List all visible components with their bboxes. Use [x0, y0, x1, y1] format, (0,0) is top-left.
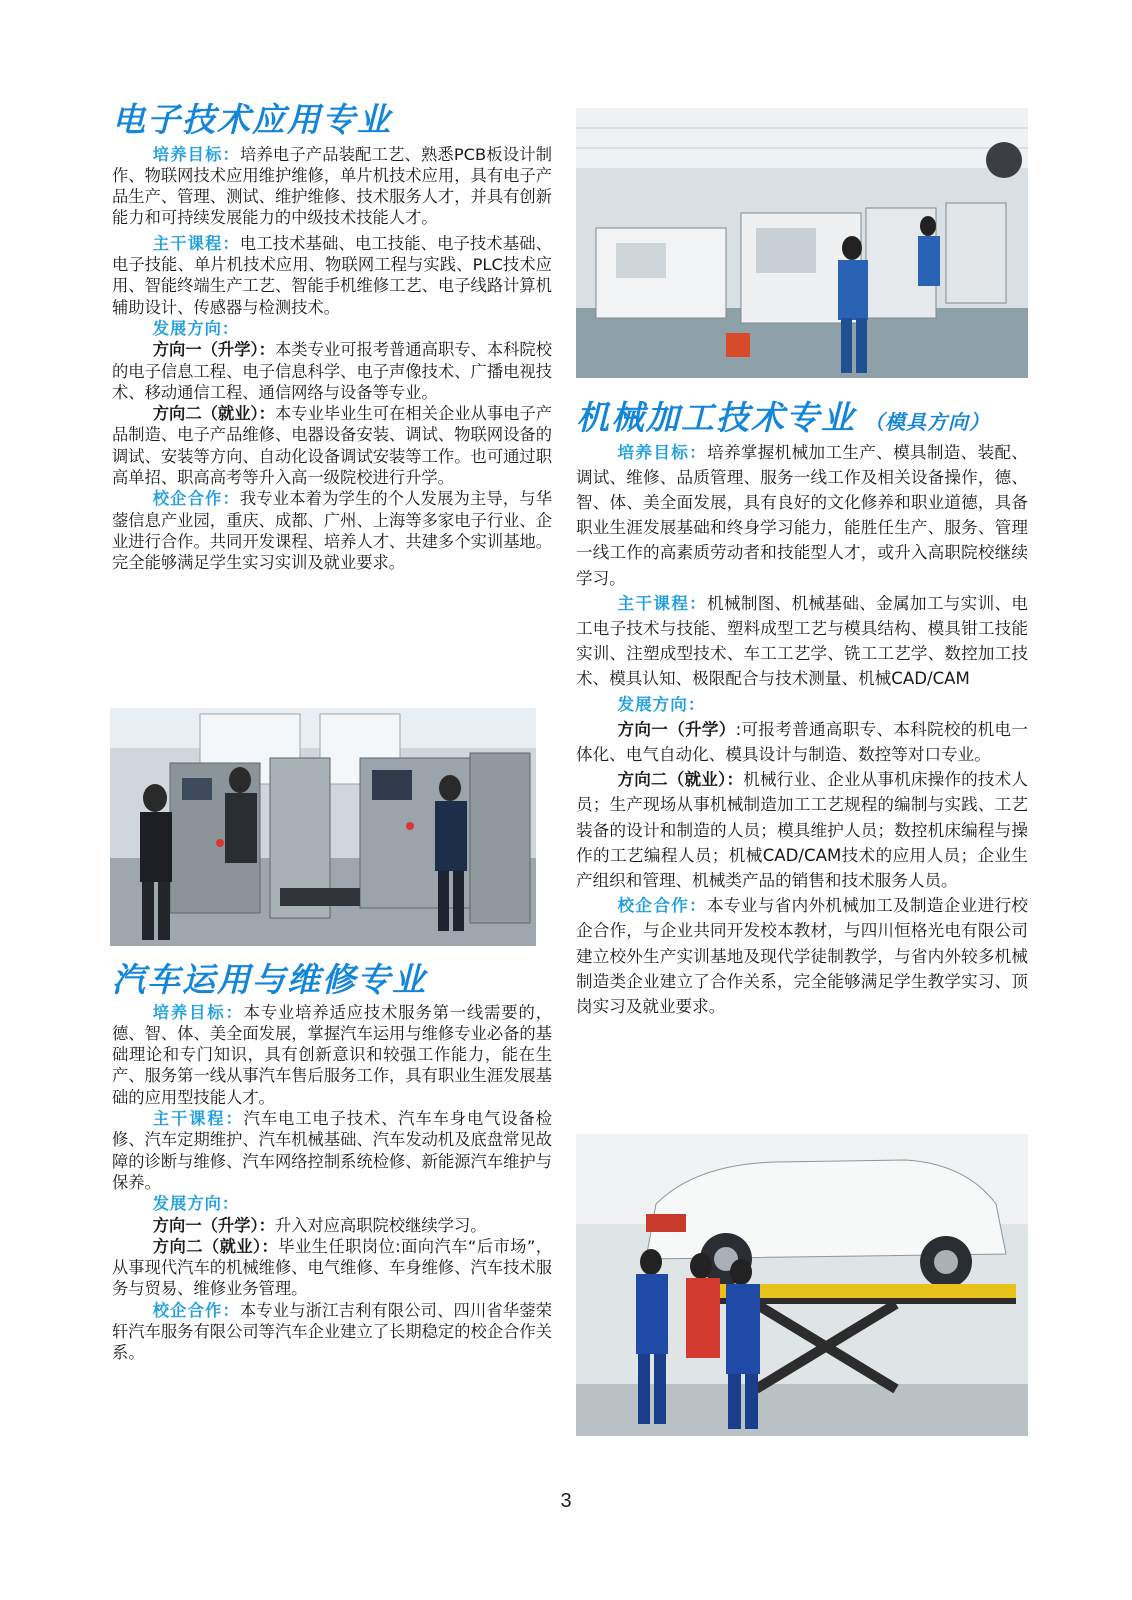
mechanical-courses: [576, 591, 1028, 692]
mechanical-dir2: [576, 767, 1028, 893]
electronics-goal: [112, 144, 552, 229]
electronics-courses: [112, 233, 552, 318]
goal-label: 培养目标：: [617, 442, 708, 462]
mechanical-dir1: [576, 717, 1028, 767]
dir1-text: :可报考普通高职专、本科院校的机电一体化、电气自动化、模具设计与制造、数控等对口专业。: [576, 719, 1029, 765]
courses-text: 电工技术基础、电工技能、电子技术基础、电子技能、单片机技术应用、物联网工程与实践、PLC技术应用、智能终端生产工艺、智能手机维修工艺、电子线路计算机辅助设计、传感器与检测技术。: [112, 233, 552, 317]
goal-label: 培养目标：: [152, 1002, 244, 1022]
auto-goal: [112, 1002, 552, 1108]
dir2-label: 方向二（就业）：: [617, 770, 744, 790]
direction-label: 发展方向：: [152, 318, 240, 338]
dir1-text: 升入对应高职院校继续学习。: [274, 1215, 487, 1235]
car-repair-photo: [576, 1134, 1028, 1436]
auto-dir2: [112, 1236, 552, 1300]
goal-text: 本专业培养适应技术服务第一线需要的，德、智、体、美全面发展，掌握汽车运用与维修专业必备的基础理论和专门知识，具有创新意识和较强工作能力，能在生产、服务第一线从事汽车售后服务工作，具有职业生涯发展基础的应用型技能人才。: [112, 1002, 552, 1107]
mechanical-coop: [576, 893, 1028, 1019]
courses-label: 主干课程：: [152, 233, 240, 253]
auto-direction-heading: [112, 1193, 552, 1214]
courses-label: 主干课程：: [617, 593, 708, 613]
mechanical-title: [576, 398, 1028, 438]
mechanical-direction-heading: [576, 692, 1028, 717]
dir2-text: 毕业生任职岗位:面向汽车“后市场”，从事现代汽车的机械维修、电气维修、车身维修、汽车技术服务与贸易、维修业务管理。: [112, 1236, 553, 1299]
dir2-label: 方向二（就业）：: [152, 1236, 279, 1256]
coop-label: 校企合作：: [617, 896, 708, 916]
coop-text: 本专业与浙江吉利有限公司、四川省华蓥荣轩汽车服务有限公司等汽车企业建立了长期稳定的校企合作关系。: [112, 1300, 552, 1363]
auto-section: [112, 960, 552, 1364]
dir1-label: 方向一（升学）: [617, 719, 736, 739]
direction-label: 发展方向：: [617, 694, 706, 714]
electronics-lab-photo: [110, 708, 536, 946]
electronics-title: 电子技术应用专业: [112, 100, 392, 139]
courses-label: 主干课程：: [152, 1109, 244, 1129]
goal-label: 培养目标：: [152, 144, 240, 164]
dir1-label: 方向一（升学）：: [152, 340, 275, 360]
courses-text: 机械制图、机械基础、金属加工与实训、电工电子技术与技能、塑料成型工艺与模具结构、模具钳工技能实训、注塑成型技术、车工工艺学、铣工工艺学、数控加工技术、模具认知、极限配合与技术测量、机械CAD/CAM: [576, 593, 1029, 689]
left-column: [112, 100, 552, 574]
auto-coop: [112, 1300, 552, 1364]
electronics-dir2: [112, 403, 552, 488]
dir2-label: 方向二（就业）：: [152, 404, 275, 424]
coop-label: 校企合作：: [152, 1300, 240, 1320]
page-number: 3: [560, 1490, 572, 1512]
electronics-coop: [112, 488, 552, 573]
electronics-dir1: [112, 339, 552, 403]
mechanical-title-sub: （模具方向）: [864, 410, 990, 434]
coop-text: 我专业本着为学生的个人发展为主导，与华蓥信息产业园，重庆、成都、广州、上海等多家电子行业、企业进行合作。共同开发课程、培养人才、共建多个实训基地。完全能够满足学生实习实训及就业要求。: [112, 489, 552, 573]
goal-text: 培养电子产品装配工艺、熟悉PCB板设计制作、物联网技术应用维护维修，单片机技术应用，具有电子产品生产、管理、测试、维护维修、技术服务人才，并具有创新能力和可持续发展能力的中级技术技能人才。: [112, 144, 552, 228]
mechanical-title-main: 机械加工技术专业: [576, 398, 856, 437]
machining-workshop-photo: [576, 108, 1028, 378]
dir1-label: 方向一（升学）：: [152, 1215, 275, 1235]
coop-text: 本专业与省内外机械加工及制造企业进行校企合作，与企业共同开发校本教材，与四川恒格光电有限公司建立校外生产实训基地及现代学徒制教学，与省内外较多机械制造类企业建立了合作关系，完全能够满足学生教学实习、顶岗实习及就业要求。: [576, 896, 1029, 1017]
courses-text: 汽车电工电子技术、汽车车身电气设备检修、汽车定期维护、汽车机械基础、汽车发动机及底盘常见故障的诊断与维修、汽车网络控制系统检修、新能源汽车维护与保养。: [112, 1109, 552, 1192]
electronics-direction-heading: [112, 318, 552, 339]
auto-title: 汽车运用与维修专业: [112, 960, 427, 999]
auto-courses: [112, 1108, 552, 1193]
dir2-text: 机械行业、企业从事机床操作的技术人员；生产现场从事机械制造加工工艺规程的编制与实践、工艺装备的设计和制造的人员；模具维护人员；数控机床编程与操作的工艺编程人员；机械CAD/CAM技术的应用人员；企业生产组织和管理、机械类产品的销售和技术服务人员。: [576, 770, 1029, 891]
coop-label: 校企合作：: [152, 489, 240, 509]
mechanical-section: [576, 398, 1028, 1019]
mechanical-goal: [576, 440, 1028, 591]
dir1-text: 本类专业可报考普通高职专、本科院校的电子信息工程、电子信息科学、电子声像技术、广播电视技术、移动通信工程、通信网络与设备等专业。: [112, 340, 552, 402]
dir2-text: 本专业毕业生可在相关企业从事电子产品制造、电子产品维修、电器设备安装、调试、物联网设备的调试、安装等方向、自动化设备调试安装等工作。也可通过职高单招、职高高考等升入高一级院校进行升学。: [112, 404, 552, 488]
goal-text: 培养掌握机械加工生产、模具制造、装配、调试、维修、品质管理、服务一线工作及相关设备操作，德、智、体、美全面发展，具有良好的文化修养和职业道德，具备职业生涯发展基础和终身学习能力，能胜任生产、服务、管理一线工作的高素质劳动者和技能型人才，或升入高职院校继续学习。: [576, 442, 1029, 588]
auto-dir1: [112, 1215, 552, 1236]
direction-label: 发展方向：: [152, 1194, 240, 1214]
